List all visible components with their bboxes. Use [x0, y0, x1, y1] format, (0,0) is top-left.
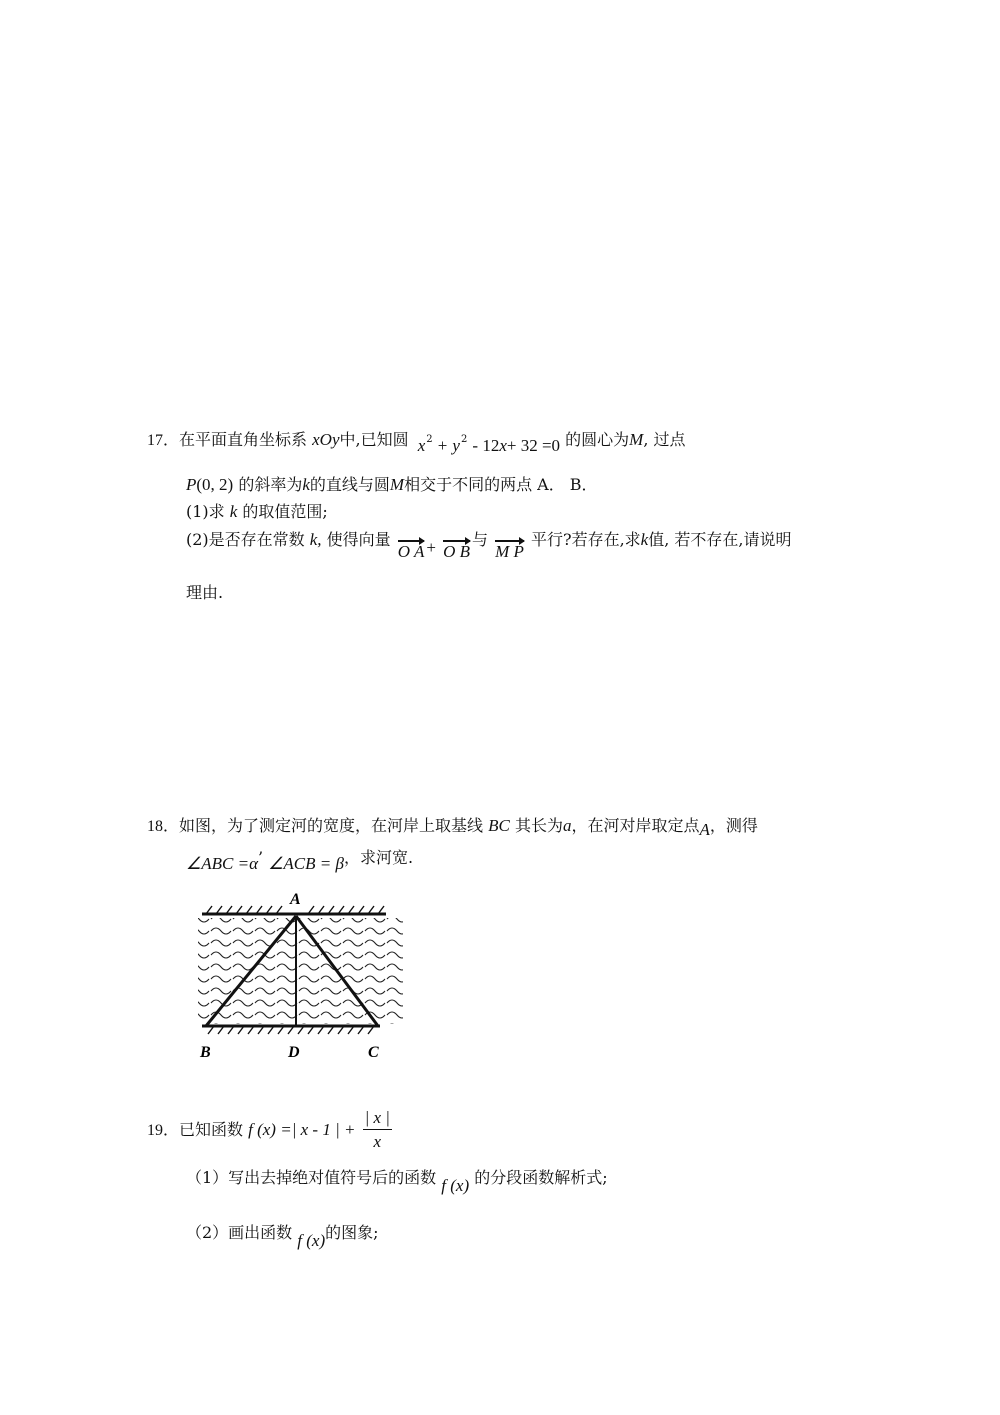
vector-mp: M P [495, 542, 524, 561]
angle-acb: ∠ACB = β [268, 854, 344, 873]
q19-part1: （1）写出去掉绝对值符号后的函数 f (x) 的分段函数解析式; [186, 1168, 608, 1195]
q17-after-eq: 的圆心为 [565, 430, 630, 449]
label-b: B [200, 1044, 211, 1061]
q18-number: 18． [147, 818, 180, 835]
q17-known: 中,已知圆 [339, 430, 409, 449]
q17-part2: (2)是否存在常数 k, 使得向量 O A + O B与 M P 平行?若存在,求k值, 若不存在,请说明 [186, 530, 792, 561]
q17-line2: P(0, 2) 的斜率为k的直线与圆M相交于不同的两点 A． B． [186, 475, 598, 494]
river-figure [188, 888, 408, 1063]
q18-line2: ∠ABC =α’ ∠ACB = β，求河宽. [186, 848, 414, 873]
river-waves [198, 918, 403, 1024]
q17-line1 [147, 424, 686, 455]
fraction-abs-x-over-x: $\frac{| x |}{x}$ [364, 1108, 390, 1151]
center-m: M [629, 430, 644, 449]
q17-intro: 在平面直角坐标系 [179, 430, 308, 449]
q18-line1: 18．如图，为了测定河的宽度，在河岸上取基线 BC 其长为a，在河对岸取定点A，测得 [147, 816, 758, 839]
circle-equation: $x^2 + y^2 - 12x+ 32 =0$ [417, 434, 561, 455]
q19-number: 19． [147, 1122, 180, 1139]
q17-coord: xOy [312, 430, 340, 449]
label-d: D [288, 1044, 300, 1061]
q19-line1: 19．已知函数 f (x) =| x - 1 | + $\frac{| x |}{x}$ [147, 1104, 394, 1156]
function-def: f (x) = [248, 1120, 292, 1139]
q17-part1: (1)求 k 的取值范围; [186, 502, 328, 521]
angle-abc: ∠ABC =α [186, 854, 258, 873]
q17-reason: 理由. [186, 583, 224, 602]
vector-ob: O B [443, 542, 470, 561]
label-a: A [290, 891, 301, 908]
vector-oa: O A [397, 542, 425, 561]
q17-number: 17． [147, 432, 180, 449]
q17-through: , 过点 [643, 430, 686, 449]
q19-part2: （2）画出函数 f (x)的图象; [186, 1223, 379, 1250]
label-c: C [368, 1044, 379, 1061]
